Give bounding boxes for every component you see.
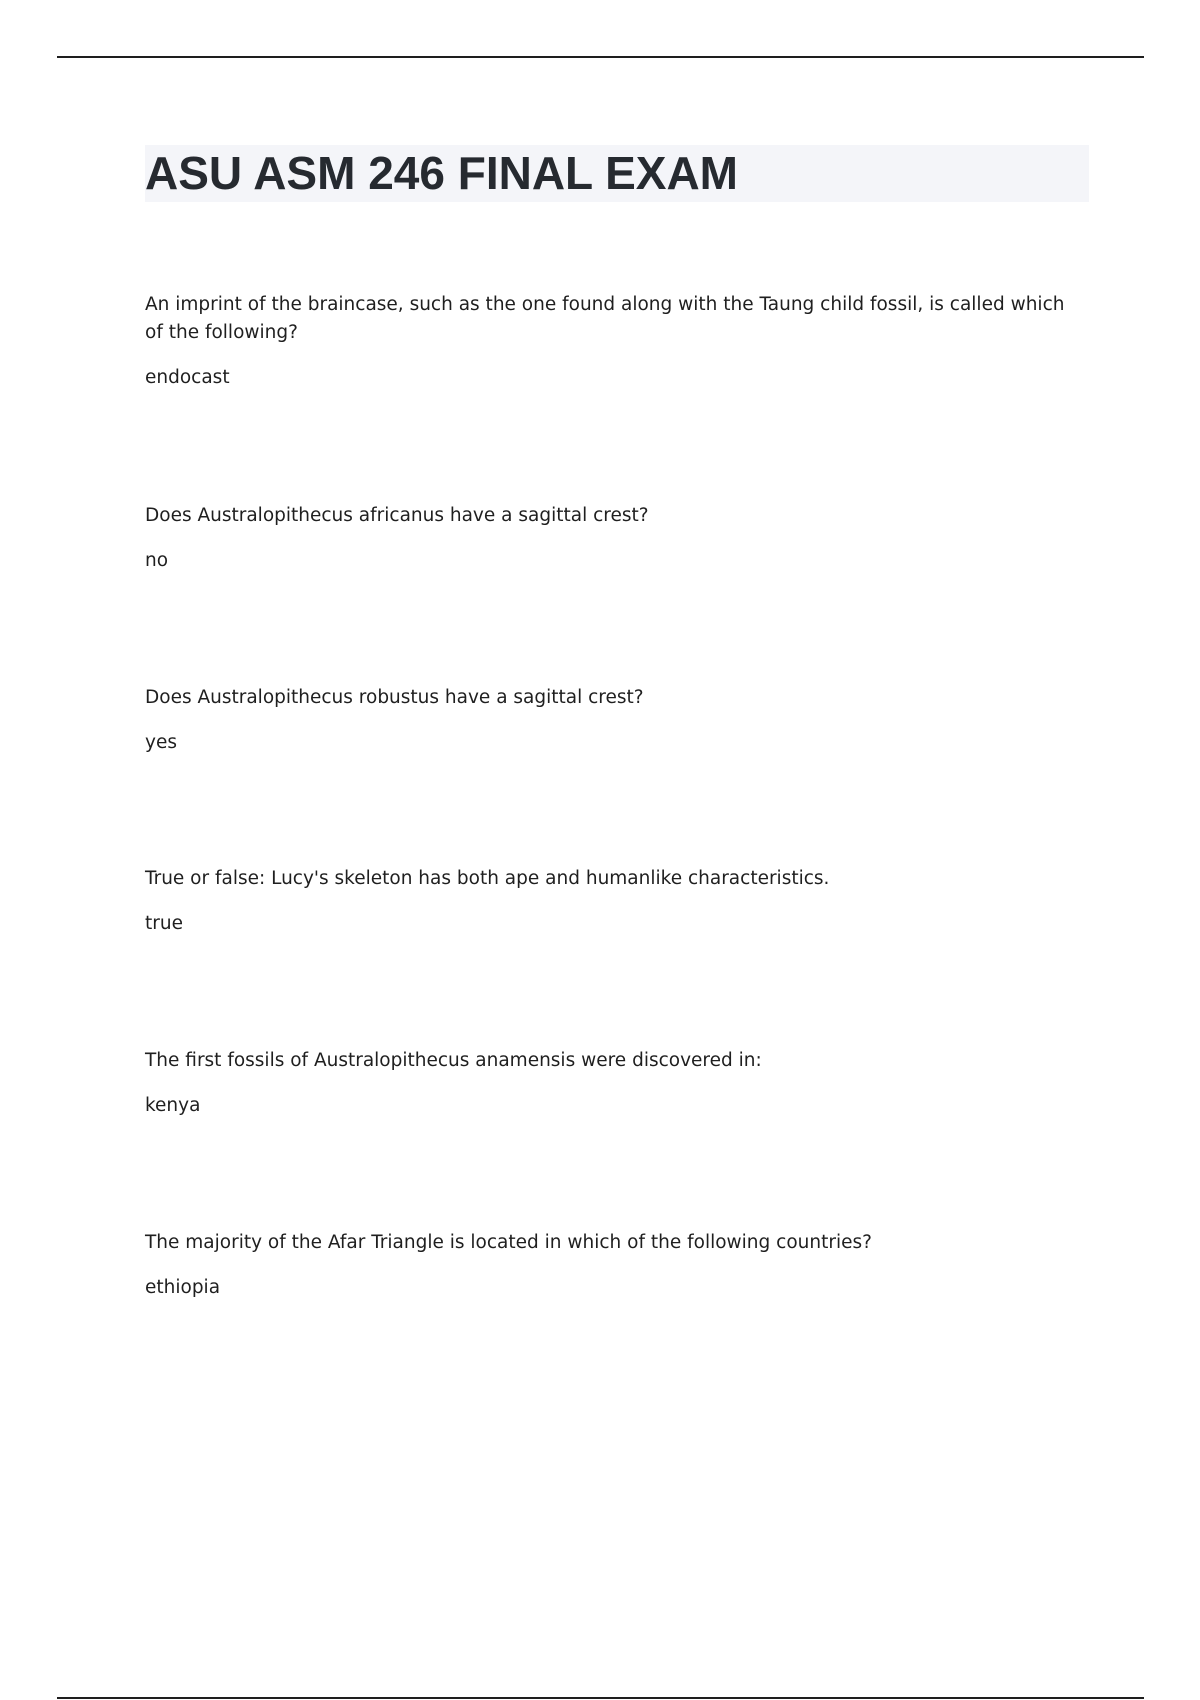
qa-item xyxy=(145,1047,1065,1120)
answer-text: true xyxy=(145,913,183,934)
answer-text: no xyxy=(145,550,169,571)
qa-item xyxy=(145,865,1065,938)
answer-text: ethiopia xyxy=(145,1277,221,1298)
document-title: ASU ASM 246 FINAL EXAM xyxy=(145,147,738,199)
qa-item xyxy=(145,1229,1065,1302)
qa-item xyxy=(145,291,1065,392)
qa-item xyxy=(145,684,1065,757)
answer-text: endocast xyxy=(145,367,230,388)
answer-text: kenya xyxy=(145,1095,201,1116)
question-text: Does Australopithecus africanus have a sagittal crest? xyxy=(145,505,649,526)
question-text: The first fossils of Australopithecus anamensis were discovered in: xyxy=(145,1050,762,1071)
question-text: An imprint of the braincase, such as the one found along with the Taung child fossil, is called which of the following? xyxy=(145,294,1065,343)
header-rule xyxy=(57,56,1144,58)
footer-rule xyxy=(57,1697,1144,1699)
answer-text: yes xyxy=(145,732,177,753)
question-text: Does Australopithecus robustus have a sagittal crest? xyxy=(145,687,644,708)
question-text: The majority of the Afar Triangle is located in which of the following countries? xyxy=(145,1232,872,1253)
question-text: True or false: Lucy's skeleton has both ape and humanlike characteristics. xyxy=(145,868,830,889)
qa-item xyxy=(145,502,1065,575)
